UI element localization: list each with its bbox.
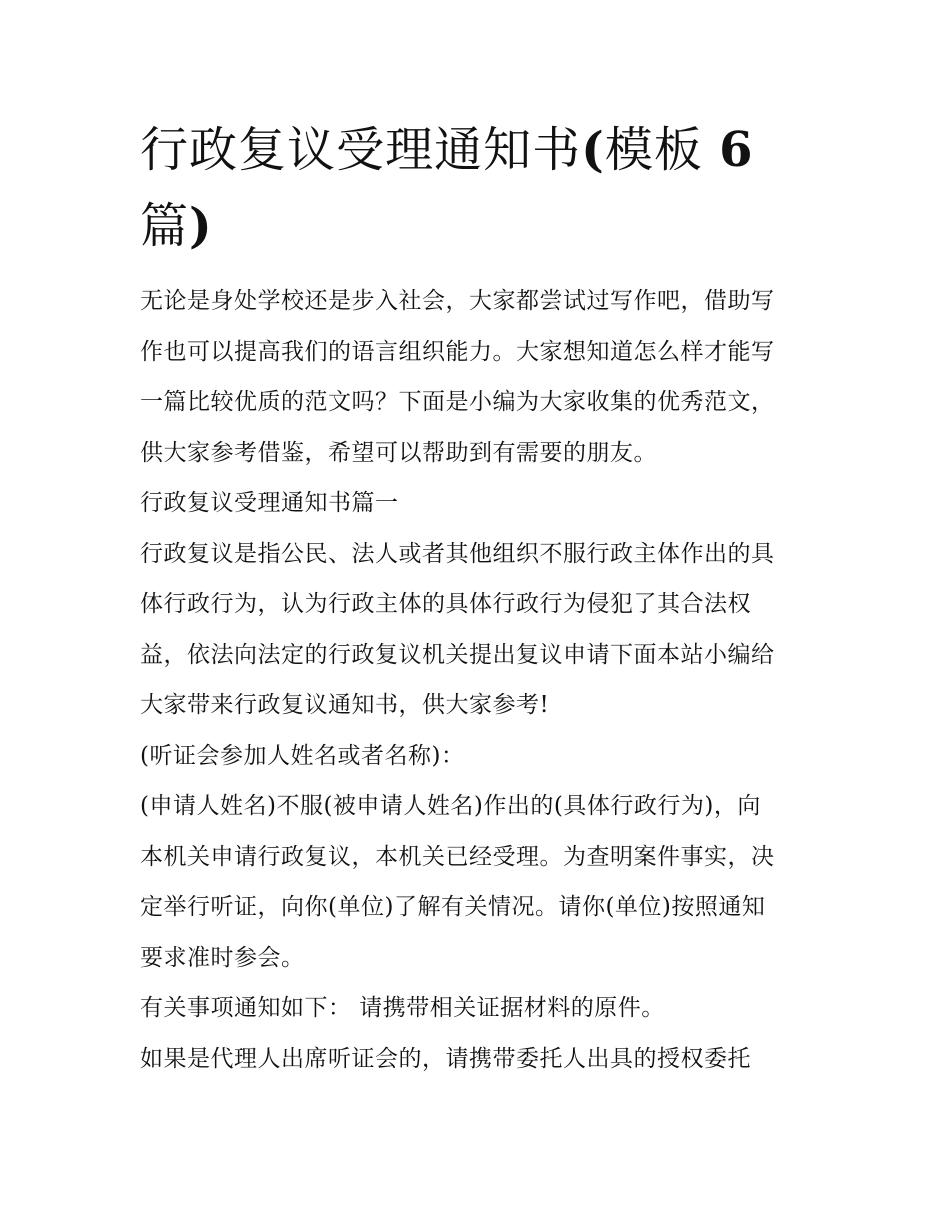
text-line: 作也可以提高我们的语言组织能力。大家想知道怎么样才能写 [140,338,775,365]
text-line: 要求准时参会。 [140,944,305,971]
text-line: 无论是身处学校还是步入社会，大家都尝试过写作吧，借助写 [140,288,775,314]
text-line: 大家带来行政复议通知书，供大家参考! [140,692,550,718]
definition-paragraph [140,529,820,731]
text-line: 行政复议受理通知书篇一 [140,490,399,516]
section-heading [140,478,820,529]
document-body [140,276,820,1084]
text-line: 有关事项通知如下： 请携带相关证据材料的原件。 [140,995,665,1021]
text-line: 益，依法向法定的行政复议机关提出复议申请下面本站小编给 [140,641,775,668]
document-title [140,112,820,264]
text-line: 行政复议是指公民、法人或者其他组织不服行政主体作出的具 [140,540,775,567]
notice-paragraph [140,781,820,983]
addressee-line [140,731,820,782]
text-line: 供大家参考借鉴，希望可以帮助到有需要的朋友。 [140,439,657,466]
text-line: 一篇比较优质的范文吗？下面是小编为大家收集的优秀范文， [140,389,775,415]
text-line: 定举行听证，向你(单位)了解有关情况。请你(单位)按照通知 [140,894,766,920]
intro-paragraph [140,276,820,478]
text-line: (听证会参加人姓名或者名称)： [140,742,465,769]
title-line-2: 篇) [140,198,213,254]
text-line: 如果是代理人出席听证会的，请携带委托人出具的授权委托 [140,1045,751,1072]
text-line: (申请人姓名)不服(被申请人姓名)作出的(具体行政行为)，向 [140,793,761,819]
text-line: 体行政行为，认为行政主体的具体行政行为侵犯了其合法权 [140,591,751,617]
text-line: 本机关申请行政复议，本机关已经受理。为查明案件事实，决 [140,843,775,870]
agent-paragraph [140,1034,820,1085]
title-line-1: 行政复议受理通知书(模板 6 [140,122,754,178]
matters-paragraph [140,983,820,1034]
